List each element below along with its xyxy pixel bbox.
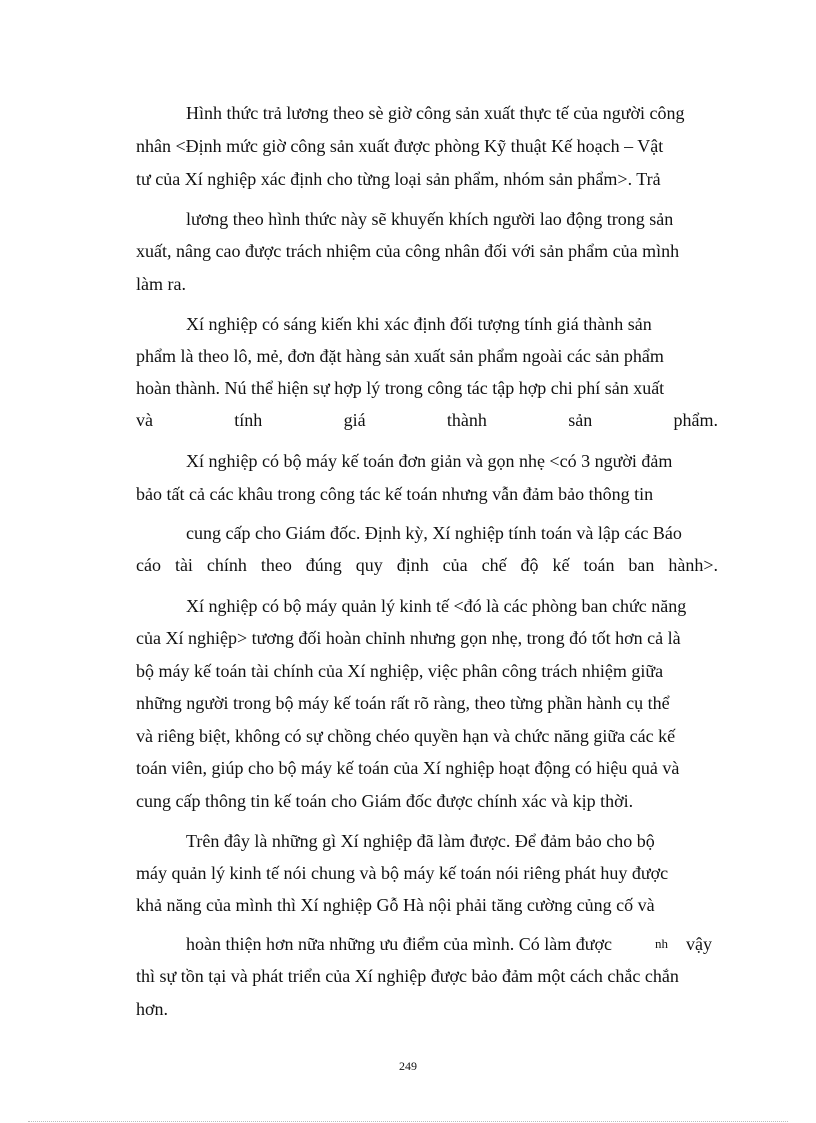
- paragraph-2-line-1: Xí nghiệp có sáng kiến khi xác định đối tượng tính giá thành sản: [186, 314, 652, 334]
- justified-word: theo: [260, 555, 292, 575]
- paragraph-3-line-4: [136, 553, 718, 577]
- paragraph-4-line-7: cung cấp thông tin kế toán cho Giám đốc được chính xác và kịp thời.: [136, 791, 634, 811]
- justified-word: chính: [206, 555, 247, 575]
- paragraph-1-line-6: làm ra.: [136, 274, 186, 294]
- justified-word: kế: [552, 555, 570, 575]
- paragraph-1-line-5: xuất, nâng cao được trách nhiệm của công nhân đối với sản phẩm của mình: [136, 241, 680, 261]
- paragraph-4-line-6: toán viên, giúp cho bộ máy kế toán của Xí nghiệp hoạt động có hiệu quả và: [136, 758, 680, 778]
- paragraph-4-line-3: bộ máy kế toán tài chính của Xí nghiệp, việc phân công trách nhiệm giữa: [136, 661, 664, 681]
- paragraph-4-line-5: và riêng biệt, không có sự chồng chéo quyền hạn và chức năng giữa các kế: [136, 726, 676, 746]
- paragraph-5-line-6: hơn.: [136, 999, 169, 1019]
- page-bottom-divider: [28, 1121, 788, 1122]
- justified-word: giá: [343, 410, 366, 430]
- paragraph-5-line-3: khả năng của mình thì Xí nghiệp Gỗ Hà nội phải tăng cường củng cố và: [136, 895, 655, 915]
- paragraph-3-line-1: Xí nghiệp có bộ máy kế toán đơn giản và gọn nhẹ <có 3 người đảm: [186, 451, 673, 471]
- justified-word: toán: [583, 555, 615, 575]
- paragraph-3-line-2: bảo tất cả các khâu trong công tác kế toán nhưng vẫn đảm bảo thông tin: [136, 484, 654, 504]
- paragraph-5-line-4: hoàn thiện hơn nữa những ưu điểm của mình. Có làm được: [186, 934, 612, 954]
- justified-word: và: [136, 410, 153, 430]
- paragraph-5-line-1: Trên đây là những gì Xí nghiệp đã làm được. Để đảm bảo cho bộ: [186, 831, 655, 851]
- paragraph-1-line-4: lương theo hình thức này sẽ khuyến khích người lao động trong sản: [186, 209, 674, 229]
- justified-word: hành>.: [668, 555, 718, 575]
- justified-word: chế: [481, 555, 507, 575]
- page-number: 249: [399, 1059, 417, 1073]
- justified-word: định: [396, 555, 429, 575]
- justified-word: tài: [174, 555, 193, 575]
- justified-word: thành: [446, 410, 487, 430]
- justified-word: ban: [628, 555, 655, 575]
- justified-word: phẩm.: [673, 410, 718, 430]
- paragraph-4-line-1: Xí nghiệp có bộ máy quản lý kinh tế <đó là các phòng ban chức năng: [186, 596, 687, 616]
- paragraph-3-line-3: cung cấp cho Giám đốc. Định kỳ, Xí nghiệp tính toán và lập các Báo: [186, 523, 682, 543]
- paragraph-4-line-4: những người trong bộ máy kế toán rất rõ ràng, theo từng phần hành cụ thể: [136, 693, 670, 713]
- justified-word: sản: [568, 410, 593, 430]
- paragraph-5-line-5: thì sự tồn tại và phát triển của Xí nghiệp được bảo đảm một cách chắc chắn: [136, 966, 679, 986]
- justified-word: quy: [355, 555, 383, 575]
- paragraph-1-line-1: Hình thức trả lương theo sè giờ công sản xuất thực tế của người công: [186, 103, 685, 123]
- paragraph-1-line-2: nhân <Định mức giờ công sản xuất được phòng Kỹ thuật Kế hoạch – Vật: [136, 136, 664, 156]
- paragraph-4-line-2: của Xí nghiệp> tương đối hoàn chỉnh nhưng gọn nhẹ, trong đó tốt hơn cả là: [136, 628, 681, 648]
- paragraph-2-line-2: phẩm là theo lô, mẻ, đơn đặt hàng sản xuất sản phẩm ngoài các sản phẩm: [136, 346, 664, 366]
- paragraph-2-line-3: hoàn thành. Nú thể hiện sự hợp lý trong công tác tập hợp chi phí sản xuất: [136, 378, 665, 398]
- small-fragment: nh: [655, 936, 668, 951]
- paragraph-2-line-4: [136, 408, 718, 432]
- paragraph-5-line-2: máy quản lý kinh tế nói chung và bộ máy kế toán nói riêng phát huy được: [136, 863, 669, 883]
- justified-word: cáo: [136, 555, 161, 575]
- justified-word: tính: [234, 410, 263, 430]
- justified-word: của: [442, 555, 468, 575]
- paragraph-1-line-3: tư của Xí nghiệp xác định cho từng loại sản phẩm, nhóm sản phẩm>. Trả: [136, 169, 661, 189]
- justified-word: độ: [520, 555, 539, 575]
- paragraph-5-line-4-end: vậy: [686, 934, 712, 954]
- justified-word: đúng: [305, 555, 342, 575]
